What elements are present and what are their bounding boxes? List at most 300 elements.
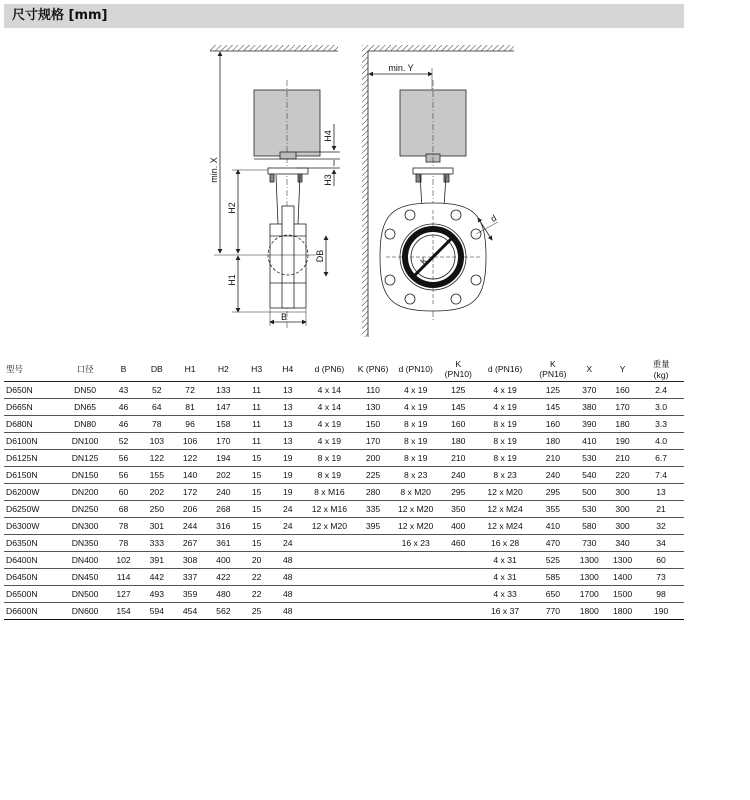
table-cell: 4 x 19 (476, 382, 534, 399)
column-header (534, 357, 571, 382)
table-cell: 268 (206, 501, 241, 518)
table-cell: DN80 (62, 416, 108, 433)
table-cell (391, 603, 441, 620)
table-cell: 4 x 19 (303, 433, 355, 450)
table-cell: 15 (241, 501, 272, 518)
table-cell (391, 552, 441, 569)
table-cell: 4 x 31 (476, 552, 534, 569)
table-cell: 133 (206, 382, 241, 399)
table-cell: 8 x 23 (391, 467, 441, 484)
table-cell: DN250 (62, 501, 108, 518)
table-cell: 32 (638, 518, 684, 535)
table-cell: 160 (441, 416, 476, 433)
table-row (4, 552, 684, 569)
table-cell: 8 x 19 (391, 416, 441, 433)
table-cell (355, 552, 390, 569)
table-row (4, 518, 684, 535)
table-cell: DN600 (62, 603, 108, 620)
label-d: d (488, 212, 499, 224)
column-header (4, 357, 62, 382)
table-cell: 530 (572, 501, 607, 518)
table-cell: 300 (607, 484, 638, 501)
table-cell: 301 (139, 518, 174, 535)
table-cell: 147 (206, 399, 241, 416)
table-cell: 355 (534, 501, 571, 518)
table-cell: 8 x 19 (303, 450, 355, 467)
table-cell: 56 (108, 450, 139, 467)
column-header-unit: (PN16) (539, 369, 567, 379)
table-cell: 1300 (607, 552, 638, 569)
table-cell: D6450N (4, 569, 62, 586)
table-cell: DN450 (62, 569, 108, 586)
label-b: B (280, 312, 288, 322)
table-cell: 460 (441, 535, 476, 552)
column-header-label: X (586, 364, 593, 374)
table-cell: 391 (139, 552, 174, 569)
table-cell: 78 (108, 535, 139, 552)
column-header (607, 357, 638, 382)
column-header-label: d (PN16) (487, 364, 523, 374)
table-cell: 96 (174, 416, 205, 433)
dimension-drawing (0, 36, 520, 346)
table-cell: 12 x M20 (391, 518, 441, 535)
table-cell: 350 (441, 501, 476, 518)
column-header (572, 357, 607, 382)
table-cell: 220 (607, 467, 638, 484)
table-cell: 12 x M20 (391, 501, 441, 518)
column-header-unit: (PN10) (444, 369, 472, 379)
table-cell: DN300 (62, 518, 108, 535)
table-cell: 580 (572, 518, 607, 535)
column-header (62, 357, 108, 382)
table-cell: 316 (206, 518, 241, 535)
column-header-label: H4 (282, 364, 294, 374)
table-cell: 114 (108, 569, 139, 586)
table-cell: 73 (638, 569, 684, 586)
table-cell: 3.0 (638, 399, 684, 416)
side-view (210, 45, 340, 330)
table-cell: 16 x 28 (476, 535, 534, 552)
table-cell: 13 (272, 433, 303, 450)
column-header (272, 357, 303, 382)
table-cell: 52 (139, 382, 174, 399)
table-cell: 43 (108, 382, 139, 399)
table-cell: 103 (139, 433, 174, 450)
table-cell: D6300W (4, 518, 62, 535)
table-cell: 170 (206, 433, 241, 450)
dimension-table (4, 357, 684, 620)
column-header-label: K (550, 359, 556, 369)
table-cell (355, 586, 390, 603)
table-cell: 48 (272, 552, 303, 569)
table-row (4, 603, 684, 620)
table-cell: 180 (534, 433, 571, 450)
table-cell (303, 569, 355, 586)
column-header (303, 357, 355, 382)
table-cell: 15 (241, 450, 272, 467)
column-header-label: Y (619, 364, 626, 374)
table-cell: 335 (355, 501, 390, 518)
table-row (4, 586, 684, 603)
table-cell: 400 (206, 552, 241, 569)
table-cell: 730 (572, 535, 607, 552)
table-cell: 4 x 19 (391, 382, 441, 399)
table-cell: 410 (534, 518, 571, 535)
column-header (108, 357, 139, 382)
table-cell: 16 x 23 (391, 535, 441, 552)
table-cell: 52 (108, 433, 139, 450)
column-header-label: d (PN6) (314, 364, 345, 374)
table-cell: 1500 (607, 586, 638, 603)
table-body (4, 382, 684, 620)
table-cell: 530 (572, 450, 607, 467)
table-cell: D6150N (4, 467, 62, 484)
table-cell: 24 (272, 535, 303, 552)
table-cell: 170 (355, 433, 390, 450)
table-cell: DN500 (62, 586, 108, 603)
section-title: 尺寸规格 [mm] (12, 8, 108, 23)
table-cell (355, 535, 390, 552)
table-cell (303, 552, 355, 569)
label-db: DB (315, 249, 325, 263)
table-cell: 1300 (572, 569, 607, 586)
table-cell (391, 569, 441, 586)
table-cell: 8 x M16 (303, 484, 355, 501)
table-cell: 25 (241, 603, 272, 620)
column-header-label: d (PN10) (398, 364, 433, 374)
table-cell: 3.3 (638, 416, 684, 433)
table-cell: 78 (139, 416, 174, 433)
table-cell: 8 x 19 (303, 467, 355, 484)
table-cell: DN200 (62, 484, 108, 501)
table-cell: 170 (607, 399, 638, 416)
table-cell: 240 (441, 467, 476, 484)
table-cell: 202 (139, 484, 174, 501)
table-cell: 1800 (572, 603, 607, 620)
table-cell (441, 569, 476, 586)
table-cell: 48 (272, 603, 303, 620)
column-header (638, 357, 684, 382)
table-cell (441, 603, 476, 620)
table-cell: D6500N (4, 586, 62, 603)
table-cell: 1400 (607, 569, 638, 586)
table-cell: 4 x 33 (476, 586, 534, 603)
table-cell: 98 (638, 586, 684, 603)
table-cell: 145 (534, 399, 571, 416)
table-cell: D665N (4, 399, 62, 416)
column-header-label: K (455, 359, 462, 369)
table-cell: 210 (534, 450, 571, 467)
table-cell: 4 x 14 (303, 382, 355, 399)
table-row (4, 467, 684, 484)
column-header (139, 357, 174, 382)
table-cell: 127 (108, 586, 139, 603)
table-cell: 19 (272, 484, 303, 501)
table-cell: 21 (638, 501, 684, 518)
table-cell: 2.4 (638, 382, 684, 399)
table-cell: 11 (241, 399, 272, 416)
table-row (4, 535, 684, 552)
table-cell: 7.4 (638, 467, 684, 484)
table-cell: 180 (441, 433, 476, 450)
label-h4: H4 (323, 130, 333, 142)
table-cell: 594 (139, 603, 174, 620)
table-cell: 480 (206, 586, 241, 603)
column-header (206, 357, 241, 382)
table-cell: 106 (174, 433, 205, 450)
table-cell: 380 (572, 399, 607, 416)
table-cell: 8 x 19 (391, 450, 441, 467)
table-cell: 125 (441, 382, 476, 399)
table-cell: 78 (108, 518, 139, 535)
table-cell: 190 (607, 433, 638, 450)
table-cell: 13 (272, 416, 303, 433)
table-cell: 22 (241, 569, 272, 586)
table-cell: 12 x M24 (476, 501, 534, 518)
table-cell: 1700 (572, 586, 607, 603)
table-cell: 395 (355, 518, 390, 535)
table-cell: 125 (534, 382, 571, 399)
table-cell: 13 (272, 399, 303, 416)
table-cell: 13 (272, 382, 303, 399)
table-cell: 300 (607, 518, 638, 535)
column-header-label: 重量 (652, 359, 670, 370)
table-cell: 6.7 (638, 450, 684, 467)
table-cell: 34 (638, 535, 684, 552)
label-h2: H2 (227, 202, 237, 214)
table-cell: 4 x 19 (391, 399, 441, 416)
table-cell: 250 (139, 501, 174, 518)
table-cell: DN125 (62, 450, 108, 467)
table-cell: 585 (534, 569, 571, 586)
table-row (4, 450, 684, 467)
table-cell: 337 (174, 569, 205, 586)
table-cell: 150 (355, 416, 390, 433)
column-header (391, 357, 441, 382)
table-cell: 4 x 19 (476, 399, 534, 416)
table-cell: 19 (272, 450, 303, 467)
table-cell: 15 (241, 518, 272, 535)
column-header-label: B (120, 364, 127, 374)
table-cell: 122 (174, 450, 205, 467)
table-cell: 122 (139, 450, 174, 467)
front-view (362, 45, 514, 337)
table-row (4, 569, 684, 586)
table-cell: 390 (572, 416, 607, 433)
table-cell: 180 (607, 416, 638, 433)
table-cell: 500 (572, 484, 607, 501)
column-header (441, 357, 476, 382)
table-cell: D6125N (4, 450, 62, 467)
table-cell: 200 (355, 450, 390, 467)
table-cell: 4 x 19 (303, 416, 355, 433)
table-cell: 4.0 (638, 433, 684, 450)
table-cell: 340 (607, 535, 638, 552)
table-cell: 46 (108, 399, 139, 416)
table-cell: D6400N (4, 552, 62, 569)
table-cell: 15 (241, 535, 272, 552)
column-header-label: H3 (251, 364, 263, 374)
column-header (476, 357, 534, 382)
table-cell: 56 (108, 467, 139, 484)
table-cell: 130 (355, 399, 390, 416)
table-cell: 210 (441, 450, 476, 467)
table-cell: 140 (174, 467, 205, 484)
table-cell: 190 (638, 603, 684, 620)
table-cell: 422 (206, 569, 241, 586)
table-cell: D6350N (4, 535, 62, 552)
column-header (241, 357, 272, 382)
table-cell (303, 586, 355, 603)
table-cell: 22 (241, 586, 272, 603)
table-cell: 8 x 19 (391, 433, 441, 450)
table-cell: 8 x 19 (476, 450, 534, 467)
table-cell: 19 (272, 467, 303, 484)
table-cell: 68 (108, 501, 139, 518)
table-cell: 110 (355, 382, 390, 399)
table-cell: DN350 (62, 535, 108, 552)
table-cell: 160 (534, 416, 571, 433)
table-cell: 15 (241, 484, 272, 501)
table-cell: 11 (241, 433, 272, 450)
table-cell: 24 (272, 518, 303, 535)
table-cell: 81 (174, 399, 205, 416)
table-cell: DN150 (62, 467, 108, 484)
table-cell: DN65 (62, 399, 108, 416)
table-cell: DN50 (62, 382, 108, 399)
table-cell: 410 (572, 433, 607, 450)
table-cell: DN100 (62, 433, 108, 450)
table-cell: 361 (206, 535, 241, 552)
table-cell: 225 (355, 467, 390, 484)
table-cell: 400 (441, 518, 476, 535)
table-cell: 13 (638, 484, 684, 501)
table-cell: 12 x M16 (303, 501, 355, 518)
table-cell: 11 (241, 416, 272, 433)
table-cell: 160 (607, 382, 638, 399)
table-cell: 359 (174, 586, 205, 603)
column-header-unit: (kg) (653, 369, 669, 380)
table-cell: 48 (272, 586, 303, 603)
table-cell: 650 (534, 586, 571, 603)
column-header-label: DB (150, 364, 163, 374)
table-cell: 442 (139, 569, 174, 586)
column-header-label: H1 (184, 364, 196, 374)
column-header-label: 口径 (76, 364, 94, 375)
table-cell: D6100N (4, 433, 62, 450)
table-cell: 158 (206, 416, 241, 433)
table-cell: 540 (572, 467, 607, 484)
table-cell: 770 (534, 603, 571, 620)
table-cell: 244 (174, 518, 205, 535)
label-h1: H1 (227, 274, 237, 286)
table-cell: 64 (139, 399, 174, 416)
table-cell: 12 x M24 (476, 518, 534, 535)
table-cell: 202 (206, 467, 241, 484)
table-cell: 194 (206, 450, 241, 467)
table-cell: 295 (441, 484, 476, 501)
column-header (174, 357, 205, 382)
table-cell: D6250W (4, 501, 62, 518)
table-cell: 20 (241, 552, 272, 569)
column-header-label: K (PN6) (357, 364, 389, 374)
table-cell (391, 586, 441, 603)
table-cell: 308 (174, 552, 205, 569)
table-cell: 4 x 31 (476, 569, 534, 586)
table-cell: 210 (607, 450, 638, 467)
table-cell (303, 535, 355, 552)
table-cell: 72 (174, 382, 205, 399)
table-cell: 60 (638, 552, 684, 569)
table-cell: 145 (441, 399, 476, 416)
table-cell: 454 (174, 603, 205, 620)
table-cell: 15 (241, 467, 272, 484)
label-min-x: min. X (209, 157, 219, 183)
table-cell: 1300 (572, 552, 607, 569)
table-cell: D6200W (4, 484, 62, 501)
column-header (355, 357, 390, 382)
table-cell (303, 603, 355, 620)
table-row (4, 433, 684, 450)
table-cell: D680N (4, 416, 62, 433)
table-cell: 300 (607, 501, 638, 518)
table-cell: 333 (139, 535, 174, 552)
table-header-row (4, 357, 684, 382)
table-cell: 493 (139, 586, 174, 603)
label-k: K (418, 255, 430, 267)
table-cell (355, 603, 390, 620)
table-cell: 102 (108, 552, 139, 569)
label-h3: H3 (323, 174, 333, 186)
table-cell: 1800 (607, 603, 638, 620)
table-cell: 46 (108, 416, 139, 433)
table-row (4, 501, 684, 518)
table-cell: 8 x 19 (476, 433, 534, 450)
table-cell: 172 (174, 484, 205, 501)
column-header-label: 型号 (6, 364, 24, 375)
table-row (4, 484, 684, 501)
table-cell: 8 x M20 (391, 484, 441, 501)
table-cell: 370 (572, 382, 607, 399)
table-cell: D6600N (4, 603, 62, 620)
table-cell: 12 x M20 (303, 518, 355, 535)
table-cell: 8 x 23 (476, 467, 534, 484)
section-header (4, 4, 684, 28)
table-cell: 295 (534, 484, 571, 501)
table-cell: 11 (241, 382, 272, 399)
table-cell: 267 (174, 535, 205, 552)
table-row (4, 416, 684, 433)
label-min-y: min. Y (388, 63, 414, 73)
table-cell: 16 x 37 (476, 603, 534, 620)
column-header-label: H2 (217, 364, 229, 374)
table-cell: 60 (108, 484, 139, 501)
table-cell: 562 (206, 603, 241, 620)
table-cell: DN400 (62, 552, 108, 569)
table-cell (355, 569, 390, 586)
table-cell (441, 552, 476, 569)
table-row (4, 382, 684, 399)
table-cell: 280 (355, 484, 390, 501)
table-cell: 48 (272, 569, 303, 586)
table-cell: 206 (174, 501, 205, 518)
table-cell: 12 x M20 (476, 484, 534, 501)
table-cell: 240 (534, 467, 571, 484)
table-cell: 4 x 14 (303, 399, 355, 416)
table-cell: 155 (139, 467, 174, 484)
table-cell: 24 (272, 501, 303, 518)
table-cell: 525 (534, 552, 571, 569)
